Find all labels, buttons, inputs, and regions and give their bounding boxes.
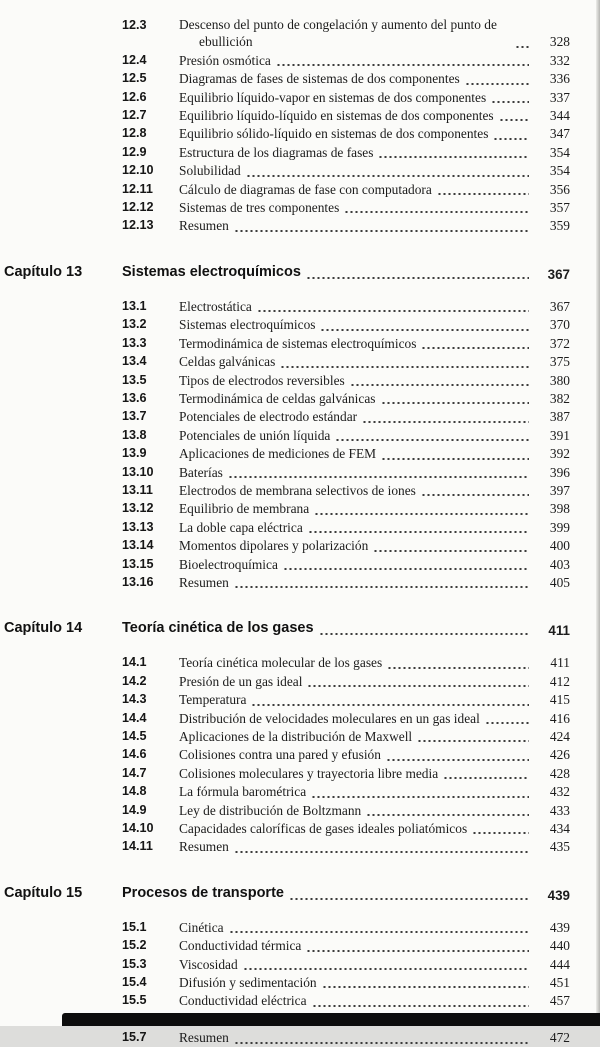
toc-entry-row [4, 16, 570, 51]
section-page-number: 337 [549, 89, 570, 105]
section-title: Presión osmótica [179, 52, 271, 68]
toc-entry-row [4, 690, 570, 708]
section-title: Resumen [179, 574, 229, 590]
toc-entry-row [4, 991, 570, 1009]
section-title: Equilibrio líquido-líquido en sistemas de dos componentes [179, 108, 494, 124]
section-page-number: 444 [549, 956, 570, 972]
section-page-number: 354 [549, 163, 570, 179]
section-title: Teoría cinética molecular de los gases [179, 655, 383, 671]
chapter-title: Sistemas electroquímicos [122, 263, 301, 280]
toc-entry-row [4, 536, 570, 554]
toc-entry-row [4, 801, 570, 819]
dot-leader [234, 586, 529, 588]
section-page-number: 411 [550, 655, 570, 671]
section-title: Cinética [179, 919, 224, 935]
section-number: 13.6 [122, 390, 147, 405]
toc-entry-row [4, 745, 570, 763]
section-number: 14.2 [122, 673, 147, 688]
section-page-number: 472 [549, 1030, 570, 1046]
toc-entry-row [4, 444, 570, 462]
toc-entry-row [4, 936, 570, 954]
section-page-number: 439 [549, 919, 570, 935]
section-number: 15.4 [122, 975, 147, 990]
section-page-number: 367 [549, 298, 570, 314]
dot-leader [251, 704, 529, 706]
toc-entry-row [4, 819, 570, 837]
section-page-number: 328 [549, 34, 570, 50]
section-number: 13.14 [122, 538, 154, 553]
section-page-number: 332 [549, 52, 570, 68]
section-number: 12.7 [122, 108, 147, 123]
section-number: 12.6 [122, 89, 147, 104]
dot-leader [386, 759, 529, 761]
section-title: Conductividad eléctrica [179, 993, 307, 1009]
dot-leader [366, 814, 529, 816]
dot-leader [320, 329, 529, 331]
dot-leader [472, 832, 529, 834]
toc-entry-row [4, 161, 570, 179]
section-page-number: 382 [549, 390, 570, 406]
toc-entry-row [4, 573, 570, 591]
chapter-number-label: Capítulo 13 [4, 263, 83, 280]
section-page-number: 415 [549, 692, 570, 708]
dot-leader [515, 46, 529, 48]
dot-leader [276, 64, 529, 66]
section-number: 12.10 [122, 163, 154, 178]
chapter-number-label: Capítulo 14 [4, 620, 83, 637]
section-title: Cálculo de diagramas de fase con computadora [179, 181, 432, 197]
section-title: Descenso del punto de congelación y aumento del punto de ebullición [179, 17, 497, 50]
section-page-number: 428 [549, 765, 570, 781]
dot-leader [362, 421, 529, 423]
section-number: 12.5 [122, 71, 147, 86]
dot-leader [280, 366, 529, 368]
section-number: 12.4 [122, 52, 147, 67]
dot-leader [308, 531, 529, 533]
dot-leader [234, 851, 529, 853]
chapter-page-number: 411 [548, 623, 570, 639]
section-number: 14.6 [122, 747, 147, 762]
section-page-number: 336 [549, 71, 570, 87]
section-number: 14.9 [122, 802, 147, 817]
section-page-number: 451 [549, 975, 570, 991]
section-page-number: 457 [549, 993, 570, 1009]
section-page-number: 359 [549, 218, 570, 234]
chapter-heading-row [4, 884, 570, 903]
dot-leader [491, 101, 529, 103]
toc-entry-row [4, 672, 570, 690]
section-number: 13.7 [122, 409, 147, 424]
section-page-number: 375 [549, 354, 570, 370]
section-page-number: 397 [549, 482, 570, 498]
section-number: 13.1 [122, 298, 147, 313]
toc-entry-row [4, 727, 570, 745]
section-title: Conductividad térmica [179, 938, 302, 954]
dot-leader [319, 633, 529, 635]
toc-entry-row [4, 198, 570, 216]
section-page-number: 435 [549, 839, 570, 855]
toc-entry-row [4, 481, 570, 499]
section-number: 13.8 [122, 427, 147, 442]
toc-entry-row [4, 555, 570, 573]
toc-entry-row [4, 143, 570, 161]
page-scan-right-edge [596, 0, 600, 1026]
dot-leader [307, 685, 529, 687]
dot-leader [373, 550, 529, 552]
dot-leader [311, 796, 529, 798]
section-number: 14.5 [122, 729, 147, 743]
section-number: 12.12 [122, 200, 154, 215]
section-title: Equilibrio líquido-vapor en sistemas de dos componentes [179, 89, 487, 105]
section-title: La fórmula barométrica [179, 784, 307, 800]
dot-leader [306, 950, 529, 952]
dot-leader [246, 175, 529, 177]
section-number: 13.3 [122, 335, 147, 350]
chapter-heading-row [4, 263, 570, 282]
section-number: 12.9 [122, 144, 147, 159]
section-title: Resumen [179, 1030, 229, 1046]
toc-entry-row [4, 463, 570, 481]
dot-leader [234, 230, 529, 232]
section-page-number: 398 [549, 501, 570, 517]
section-number: 15.2 [122, 938, 147, 953]
section-page-number: 357 [549, 200, 570, 216]
section-number: 14.4 [122, 710, 147, 725]
section-title: Diagramas de fases de sistemas de dos componentes [179, 71, 460, 87]
dot-leader [421, 347, 529, 349]
toc-entry-row [4, 88, 570, 106]
section-title: Electrostática [179, 298, 252, 314]
toc-entry-row [4, 653, 570, 671]
section-number: 15.1 [122, 919, 147, 934]
dot-leader [381, 458, 529, 460]
dot-leader [465, 83, 529, 85]
section-title: La doble capa eléctrica [179, 519, 303, 535]
table-of-contents [4, 16, 570, 1047]
section-number: 14.10 [122, 821, 154, 836]
toc-entry-row [4, 69, 570, 87]
section-page-number: 433 [549, 802, 570, 818]
dot-leader [314, 513, 529, 515]
toc-entry-row [4, 371, 570, 389]
section-title: Sistemas electroquímicos [179, 317, 316, 333]
dot-leader [306, 277, 529, 279]
toc-entry-row [4, 782, 570, 800]
section-title: Equilibrio de membrana [179, 501, 310, 517]
dot-leader [312, 1005, 529, 1007]
section-number: 15.3 [122, 956, 147, 971]
section-title: Tipos de electrodos reversibles [179, 372, 345, 388]
section-page-number: 347 [549, 126, 570, 142]
section-title: Resumen [179, 218, 229, 234]
section-number: 13.13 [122, 519, 154, 534]
section-number: 12.8 [122, 126, 147, 141]
section-title: Termodinámica de celdas galvánicas [179, 390, 376, 406]
section-page-number: 426 [549, 747, 570, 763]
section-number: 13.12 [122, 501, 154, 516]
section-title: Termodinámica de sistemas electroquímicos [179, 335, 417, 351]
section-number: 13.9 [122, 446, 147, 461]
section-number: 13.10 [122, 464, 154, 479]
section-number: 14.7 [122, 765, 147, 780]
toc-entry-row [4, 1028, 570, 1046]
section-title: Aplicaciones de mediciones de FEM [179, 446, 377, 462]
toc-entry-row [4, 352, 570, 370]
toc-entry-row [4, 334, 570, 352]
section-page-number: 396 [549, 464, 570, 480]
section-number: 14.11 [122, 839, 153, 854]
dot-leader [229, 931, 529, 933]
section-number: 12.11 [122, 181, 153, 196]
section-title: Capacidades caloríficas de gases ideales poliatómicos [179, 821, 468, 837]
section-number: 14.1 [122, 655, 147, 670]
section-title: Bioelectroquímica [179, 556, 278, 572]
chapter-title: Teoría cinética de los gases [122, 620, 314, 637]
chapter-number-label: Capítulo 15 [4, 884, 83, 901]
dot-leader [437, 193, 529, 195]
toc-entry-row [4, 315, 570, 333]
dot-leader [283, 568, 529, 570]
toc-entry-row [4, 51, 570, 69]
dot-leader [243, 968, 529, 970]
section-page-number: 354 [549, 144, 570, 160]
section-page-number: 344 [549, 108, 570, 124]
section-title: Temperatura [179, 692, 247, 708]
section-page-number: 399 [549, 519, 570, 535]
section-title: Momentos dipolares y polarización [179, 538, 369, 554]
toc-entry-row [4, 389, 570, 407]
section-title: Solubilidad [179, 163, 241, 179]
toc-entry-row [4, 973, 570, 991]
section-number: 13.16 [122, 574, 154, 589]
dot-leader [443, 777, 529, 779]
toc-entry-row [4, 709, 570, 727]
dot-leader [378, 156, 529, 158]
section-page-number: 356 [549, 181, 570, 197]
toc-entry-row [4, 764, 570, 782]
section-number: 12.3 [122, 18, 147, 32]
section-title: Colisiones contra una pared y efusión [179, 747, 381, 763]
toc-entry-row [4, 180, 570, 198]
dot-leader [421, 494, 529, 496]
section-title: Colisiones moleculares y trayectoria libre media [179, 765, 439, 781]
section-page-number: 400 [549, 538, 570, 554]
toc-entry-row [4, 106, 570, 124]
section-page-number: 434 [549, 821, 570, 837]
section-title: Baterías [179, 464, 223, 480]
dot-leader [257, 310, 529, 312]
section-page-number: 370 [549, 317, 570, 333]
section-number: 15.7 [122, 1030, 147, 1045]
dot-leader [322, 986, 529, 988]
toc-entry-row [4, 837, 570, 855]
section-number: 13.2 [122, 317, 147, 332]
toc-entry-row [4, 216, 570, 234]
section-number: 14.3 [122, 692, 147, 707]
section-title: Difusión y sedimentación [179, 975, 317, 991]
toc-entry-row [4, 124, 570, 142]
section-page-number: 392 [549, 446, 570, 462]
section-title: Aplicaciones de la distribución de Maxwell [179, 729, 413, 744]
toc-entry-row [4, 499, 570, 517]
dot-leader [350, 384, 529, 386]
section-page-number: 424 [549, 729, 570, 744]
dot-leader [234, 1042, 529, 1044]
section-page-number: 403 [549, 556, 570, 572]
dot-leader [289, 898, 529, 900]
chapter-page-number: 367 [547, 266, 570, 282]
section-number: 13.5 [122, 372, 147, 387]
chapter-title: Procesos de transporte [122, 884, 284, 901]
section-number: 15.5 [122, 993, 147, 1008]
section-title: Celdas galvánicas [179, 354, 276, 370]
section-title: Viscosidad [179, 956, 238, 972]
section-number: 12.13 [122, 218, 154, 233]
section-page-number: 405 [549, 574, 570, 590]
dot-leader [499, 119, 529, 121]
dot-leader [485, 722, 529, 724]
section-title: Presión de un gas ideal [179, 673, 303, 689]
toc-entry-row [4, 518, 570, 536]
section-page-number: 416 [549, 710, 570, 726]
section-number: 13.11 [122, 482, 153, 497]
dot-leader [387, 667, 529, 669]
dot-leader [381, 402, 530, 404]
section-title: Resumen [179, 839, 229, 855]
chapter-heading-row [4, 619, 570, 638]
page-scan-bottom-bar [62, 1013, 600, 1026]
dot-leader [228, 476, 529, 478]
section-page-number: 432 [549, 784, 570, 800]
toc-entry-row [4, 955, 570, 973]
dot-leader [335, 439, 529, 441]
section-title: Equilibrio sólido-líquido en sistemas de dos componentes [179, 126, 489, 142]
section-page-number: 440 [549, 938, 570, 954]
toc-entry-row [4, 407, 570, 425]
chapter-page-number: 439 [547, 887, 570, 903]
section-title: Electrodos de membrana selectivos de iones [179, 482, 416, 498]
section-number: 14.8 [122, 784, 147, 799]
toc-entry-row [4, 918, 570, 936]
section-title: Sistemas de tres componentes [179, 200, 340, 216]
section-title: Ley de distribución de Boltzmann [179, 802, 362, 818]
section-page-number: 391 [549, 427, 570, 443]
section-page-number: 387 [549, 409, 570, 425]
toc-entry-row [4, 297, 570, 315]
section-title: Distribución de velocidades moleculares en un gas ideal [179, 710, 480, 726]
dot-leader [417, 740, 529, 742]
dot-leader [493, 138, 529, 140]
section-page-number: 372 [549, 335, 570, 351]
section-page-number: 412 [549, 673, 570, 689]
section-title: Potenciales de electrodo estándar [179, 409, 358, 425]
dot-leader [344, 211, 529, 213]
toc-entry-row [4, 426, 570, 444]
section-number: 13.4 [122, 354, 147, 369]
section-page-number: 380 [549, 372, 570, 388]
section-title: Potenciales de unión líquida [179, 427, 331, 443]
section-number: 13.15 [122, 556, 154, 571]
section-title: Estructura de los diagramas de fases [179, 144, 374, 160]
